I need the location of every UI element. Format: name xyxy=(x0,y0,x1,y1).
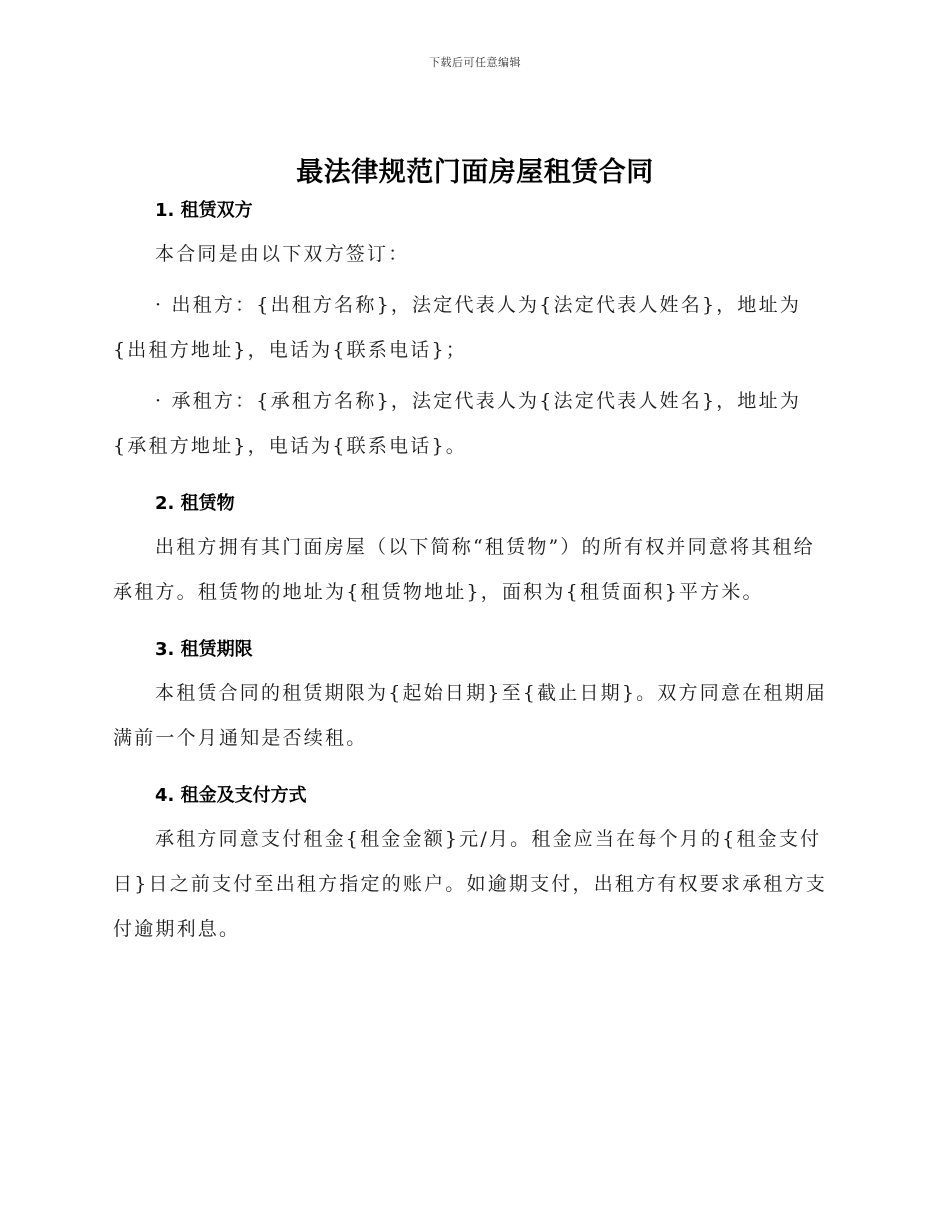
section-rent-payment xyxy=(113,781,831,952)
section-body: 出租方拥有其门面房屋（以下简称“租赁物”）的所有权并同意将其租给承租方。租赁物的地址为{租赁物地址}，面积为{租赁面积}平方米。 xyxy=(113,536,815,603)
lessor-clause: · 出租方：{出租方名称}，法定代表人为{法定代表人姓名}，地址为{出租方地址}，电话为{联系电话}； xyxy=(113,294,802,361)
section-intro: 本合同是由以下双方签订： xyxy=(155,243,410,265)
section-heading: 4. 租金及支付方式 xyxy=(155,785,307,806)
section-lease-term xyxy=(113,635,831,761)
section-parties xyxy=(113,196,831,469)
document-body xyxy=(113,196,831,952)
page-header-note: 下载后可任意编辑 xyxy=(429,56,521,69)
section-heading: 2. 租赁物 xyxy=(155,493,235,514)
lessee-clause: · 承租方：{承租方名称}，法定代表人为{法定代表人姓名}，地址为{承租方地址}，电话为{联系电话}。 xyxy=(113,390,802,457)
document-title: 最法律规范门面房屋租赁合同 xyxy=(296,157,654,188)
section-leased-property xyxy=(113,489,831,615)
section-body: 本租赁合同的租赁期限为{起始日期}至{截止日期}。双方同意在租期届满前一个月通知是否续租。 xyxy=(113,682,827,749)
section-heading: 3. 租赁期限 xyxy=(155,639,253,660)
section-heading: 1. 租赁双方 xyxy=(155,200,253,221)
section-body: 承租方同意支付租金{租金金额}元/月。租金应当在每个月的{租金支付日}日之前支付至出租方指定的账户。如逾期支付，出租方有权要求承租方支付逾期利息。 xyxy=(113,828,827,940)
